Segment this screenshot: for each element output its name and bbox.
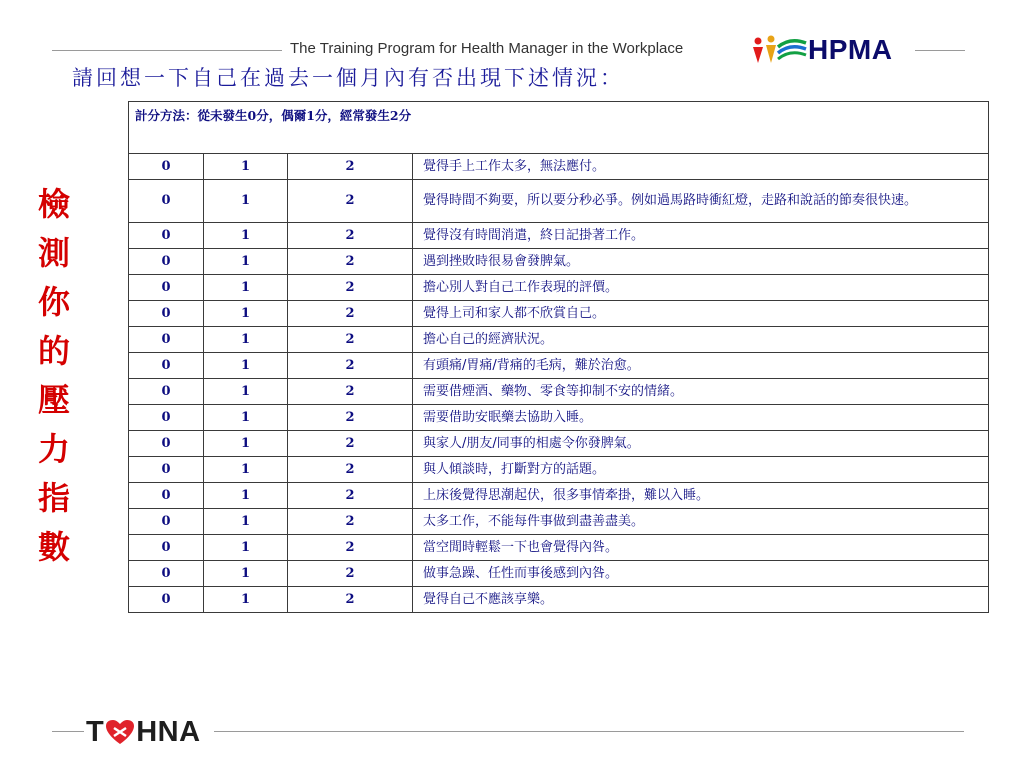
scoring-method: 計分方法：從未發生0分，偶爾1分，經常發生2分 <box>129 102 989 154</box>
table-row <box>129 457 989 483</box>
table-row <box>129 431 989 457</box>
score-option-2: 2 <box>288 405 413 431</box>
table-row <box>129 223 989 249</box>
statement-text: 覺得上司和家人都不欣賞自己。 <box>413 301 989 327</box>
header-rule-right <box>915 50 965 51</box>
footer-rule-left <box>52 731 84 732</box>
score-option-2: 2 <box>288 457 413 483</box>
statement-text: 需要借助安眠藥去協助入睡。 <box>413 405 989 431</box>
score-option-0: 0 <box>129 509 204 535</box>
score-option-1: 1 <box>204 353 288 379</box>
score-option-2: 2 <box>288 431 413 457</box>
statement-text: 覺得自己不應該享樂。 <box>413 587 989 613</box>
score-option-2: 2 <box>288 249 413 275</box>
table-row <box>129 483 989 509</box>
statement-text: 覺得手上工作太多，無法應付。 <box>413 154 989 180</box>
tohna-logo-left: T <box>86 715 105 748</box>
statement-text: 太多工作，不能每件事做到盡善盡美。 <box>413 509 989 535</box>
hpma-logo <box>750 33 910 67</box>
table-row <box>129 327 989 353</box>
statement-text: 當空閒時輕鬆一下也會覺得內咎。 <box>413 535 989 561</box>
heart-icon <box>105 719 135 745</box>
table-row <box>129 180 989 223</box>
vertical-title-char: 壓 <box>37 381 70 419</box>
vertical-title-char: 數 <box>37 528 70 566</box>
score-option-0: 0 <box>129 301 204 327</box>
stress-index-table <box>128 101 989 613</box>
score-option-2: 2 <box>288 353 413 379</box>
score-option-2: 2 <box>288 180 413 223</box>
score-option-0: 0 <box>129 180 204 223</box>
vertical-title-char: 力 <box>37 430 70 468</box>
statement-text: 擔心自己的經濟狀況。 <box>413 327 989 353</box>
statement-text: 遇到挫敗時很易會發脾氣。 <box>413 249 989 275</box>
score-option-1: 1 <box>204 154 288 180</box>
table-row <box>129 587 989 613</box>
score-option-1: 1 <box>204 249 288 275</box>
score-option-0: 0 <box>129 275 204 301</box>
statement-text: 做事急躁、任性而事後感到內咎。 <box>413 561 989 587</box>
table-row <box>129 561 989 587</box>
vertical-title-char: 測 <box>37 234 70 272</box>
score-option-0: 0 <box>129 379 204 405</box>
statement-text: 覺得時間不夠要，所以要分秒必爭。例如過馬路時衝紅燈，走路和說話的節奏很快速。 <box>413 180 989 223</box>
table-row <box>129 301 989 327</box>
score-option-1: 1 <box>204 561 288 587</box>
prompt-text: 請回想一下自己在過去一個月內有否出現下述情況： <box>72 66 624 90</box>
table-row <box>129 275 989 301</box>
method-row <box>129 102 989 154</box>
statement-text: 上床後覺得思潮起伏，很多事情牽掛，難以入睡。 <box>413 483 989 509</box>
statement-text: 與家人/朋友/同事的相處令你發脾氣。 <box>413 431 989 457</box>
table-row <box>129 535 989 561</box>
score-option-0: 0 <box>129 587 204 613</box>
score-option-2: 2 <box>288 535 413 561</box>
score-option-1: 1 <box>204 275 288 301</box>
score-option-1: 1 <box>204 405 288 431</box>
hpma-logo-text: HPMA <box>808 34 893 65</box>
vertical-title-char: 檢 <box>37 185 70 223</box>
score-option-1: 1 <box>204 431 288 457</box>
score-option-2: 2 <box>288 587 413 613</box>
header-rule-left <box>52 50 282 51</box>
score-option-2: 2 <box>288 379 413 405</box>
table-row <box>129 353 989 379</box>
program-title: The Training Program for Health Manager in the Workplace <box>290 40 684 57</box>
score-option-0: 0 <box>129 405 204 431</box>
table-row <box>129 154 989 180</box>
table-row <box>129 379 989 405</box>
vertical-title <box>32 180 76 572</box>
score-option-1: 1 <box>204 180 288 223</box>
tohna-logo <box>86 714 201 750</box>
score-option-1: 1 <box>204 483 288 509</box>
statement-text: 需要借煙酒、藥物、零食等抑制不安的情緒。 <box>413 379 989 405</box>
score-option-0: 0 <box>129 327 204 353</box>
tohna-logo-right: HNA <box>136 715 201 748</box>
score-option-1: 1 <box>204 223 288 249</box>
score-option-1: 1 <box>204 301 288 327</box>
score-option-2: 2 <box>288 223 413 249</box>
score-option-2: 2 <box>288 154 413 180</box>
vertical-title-char: 的 <box>37 332 70 370</box>
score-option-1: 1 <box>204 457 288 483</box>
score-option-2: 2 <box>288 509 413 535</box>
score-option-0: 0 <box>129 249 204 275</box>
score-option-0: 0 <box>129 353 204 379</box>
table-row <box>129 249 989 275</box>
score-option-1: 1 <box>204 509 288 535</box>
score-option-1: 1 <box>204 587 288 613</box>
score-option-1: 1 <box>204 379 288 405</box>
score-option-0: 0 <box>129 154 204 180</box>
score-option-2: 2 <box>288 275 413 301</box>
score-option-1: 1 <box>204 327 288 353</box>
hpma-people-icon <box>750 33 808 67</box>
score-option-1: 1 <box>204 535 288 561</box>
vertical-title-char: 你 <box>37 283 70 321</box>
statement-text: 擔心別人對自己工作表現的評價。 <box>413 275 989 301</box>
score-option-0: 0 <box>129 561 204 587</box>
score-option-2: 2 <box>288 301 413 327</box>
score-option-0: 0 <box>129 483 204 509</box>
table-row <box>129 405 989 431</box>
score-option-2: 2 <box>288 483 413 509</box>
statement-text: 與人傾談時，打斷對方的話題。 <box>413 457 989 483</box>
vertical-title-char: 指 <box>37 479 70 517</box>
score-option-2: 2 <box>288 327 413 353</box>
score-option-2: 2 <box>288 561 413 587</box>
score-option-0: 0 <box>129 431 204 457</box>
score-option-0: 0 <box>129 457 204 483</box>
footer-rule-right <box>214 731 964 732</box>
statement-text: 有頭痛/胃痛/背痛的毛病，難於治愈。 <box>413 353 989 379</box>
score-option-0: 0 <box>129 535 204 561</box>
score-option-0: 0 <box>129 223 204 249</box>
table-row <box>129 509 989 535</box>
statement-text: 覺得沒有時間消遣，終日記掛著工作。 <box>413 223 989 249</box>
